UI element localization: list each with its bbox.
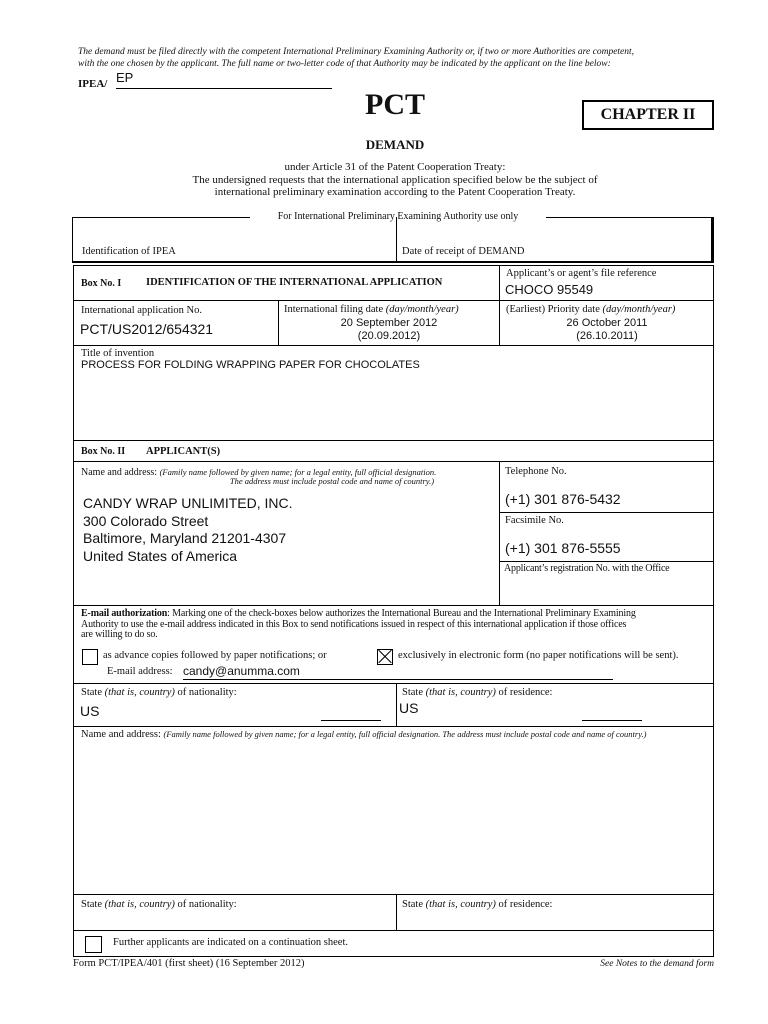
nationality-2-label-a: State xyxy=(81,899,105,910)
nationality-2-label-c: of nationality: xyxy=(174,899,237,910)
address-line: United States of America xyxy=(83,547,238,564)
continuation-sheet-checkbox[interactable] xyxy=(85,936,102,953)
priority-date-short: (26.10.2011) xyxy=(576,329,638,342)
box2-title: APPLICANT(S) xyxy=(146,446,221,457)
applicant-address[interactable] xyxy=(83,495,293,565)
nationality-2-label xyxy=(81,899,237,910)
name-address-2-label xyxy=(81,729,646,740)
residence-2-label-c: of residence: xyxy=(495,899,553,910)
ipea-value: EP xyxy=(116,70,134,85)
further-applicants-label: Further applicants are indicated on a continuation sheet. xyxy=(113,937,349,948)
authority-use-caption: For International Preliminary Examining Authority use only xyxy=(250,211,546,222)
notes-reference: See Notes to the demand form xyxy=(600,959,714,969)
priority-date-value[interactable] xyxy=(500,317,714,342)
name-address-hint-2: The address must include postal code and name of country.) xyxy=(229,476,435,486)
box1-label: Box No. I xyxy=(81,278,122,289)
name-address-2-hint: (Family name followed by given name; for a legal entity, full official designation. The address must include postal code and name of country.) xyxy=(163,729,647,739)
nationality-label-c: of nationality: xyxy=(174,687,237,698)
email-field[interactable] xyxy=(183,662,613,680)
residence-2-label xyxy=(402,899,552,910)
priority-date-label-text: (Earliest) Priority date xyxy=(506,304,603,315)
email-label: E-mail address: xyxy=(107,666,173,677)
filing-date-label xyxy=(284,304,459,315)
email-authorization-line-2: Authority to use the e-mail address indicated in this Box to send notifications issued in respect of this international application if those offices xyxy=(81,618,627,630)
file-ref-value[interactable]: CHOCO 95549 xyxy=(505,282,594,297)
email-authorization-line-3: are willing to do so. xyxy=(81,629,158,640)
header-description xyxy=(120,161,670,199)
priority-date-long: 26 October 2011 xyxy=(566,317,648,329)
ipea-label: IPEA/ xyxy=(78,78,108,90)
priority-date-label xyxy=(506,304,675,315)
title-invention-value[interactable]: PROCESS FOR FOLDING WRAPPING PAPER FOR CHOCOLATES xyxy=(81,359,420,371)
email-authorization-line-1: : Marking one of the check-boxes below authorizes the International Bureau and the International Preliminary Examining xyxy=(167,608,636,619)
desc-line-3: international preliminary examination according to the Patent Cooperation Treaty. xyxy=(214,186,576,198)
pct-title: PCT xyxy=(365,88,425,121)
residence-label-c: of residence: xyxy=(495,687,553,698)
filing-date-short: (20.09.2012) xyxy=(357,329,421,342)
name-address-2-label-text: Name and address: xyxy=(81,729,164,740)
email-authorization-heading: E-mail authorization xyxy=(81,608,168,619)
address-line: 300 Colorado Street xyxy=(83,512,209,529)
filing-date-label-text: International filing date xyxy=(284,304,386,315)
intro-line-1: The demand must be filed directly with the competent International Preliminary Examining Authority or, if two or more Authorities are competent, xyxy=(78,47,635,57)
form-identifier: Form PCT/IPEA/401 (first sheet) (16 September 2012) xyxy=(73,958,305,969)
residence-2-label-a: State xyxy=(402,899,426,910)
receipt-date-label: Date of receipt of DEMAND xyxy=(402,246,525,257)
ipea-identification-label: Identification of IPEA xyxy=(82,246,176,257)
fax-value[interactable]: (+1) 301 876-5555 xyxy=(505,540,621,556)
registration-label: Applicant’s registration No. with the Office xyxy=(504,563,670,574)
name-address-hint-1: (Family name followed by given name; for a legal entity, full official designation. xyxy=(159,467,437,477)
box2-label: Box No. II xyxy=(81,446,126,457)
ipea-field[interactable] xyxy=(116,70,332,89)
telephone-value[interactable]: (+1) 301 876-5432 xyxy=(505,491,621,507)
email-authorization-text xyxy=(81,609,711,641)
email-value: candy@anumma.com xyxy=(183,664,300,678)
electronic-only-label: exclusively in electronic form (no paper notifications will be sent). xyxy=(398,650,679,661)
desc-line-1: under Article 31 of the Patent Cooperation Treaty: xyxy=(284,161,506,173)
title-invention-label: Title of invention xyxy=(81,348,155,359)
address-line: CANDY WRAP UNLIMITED, INC. xyxy=(83,495,293,511)
nationality-value[interactable]: US xyxy=(80,703,100,719)
desc-line-2: The undersigned requests that the international application specified below be the subject of xyxy=(192,173,598,186)
filing-date-value[interactable] xyxy=(280,317,498,342)
residence-label xyxy=(402,687,552,698)
nationality-2-label-b: (that is, country) xyxy=(104,899,175,910)
advance-copies-checkbox[interactable] xyxy=(82,649,98,665)
nationality-label-b: (that is, country) xyxy=(104,687,175,698)
file-ref-label: Applicant’s or agent’s file reference xyxy=(506,268,657,279)
intro-text xyxy=(78,46,718,70)
priority-date-format: (day/month/year) xyxy=(602,304,676,315)
app-no-value[interactable]: PCT/US2012/654321 xyxy=(80,321,214,337)
demand-subtitle: DEMAND xyxy=(365,137,425,152)
telephone-label: Telephone No. xyxy=(505,466,567,477)
address-line: Baltimore, Maryland 21201-4307 xyxy=(83,530,287,546)
nationality-label-a: State xyxy=(81,687,105,698)
residence-label-b: (that is, country) xyxy=(425,687,496,698)
fax-label: Facsimile No. xyxy=(505,515,564,526)
filing-date-format: (day/month/year) xyxy=(385,304,459,315)
advance-copies-label: as advance copies followed by paper notifications; or xyxy=(103,650,327,661)
residence-2-label-b: (that is, country) xyxy=(425,899,496,910)
residence-label-a: State xyxy=(402,687,426,698)
nationality-label xyxy=(81,687,237,698)
name-address-2-field[interactable] xyxy=(76,742,710,892)
app-no-label: International application No. xyxy=(81,305,203,316)
residence-value[interactable]: US xyxy=(399,700,419,716)
filing-date-long: 20 September 2012 xyxy=(340,317,438,329)
name-address-label-text: Name and address: xyxy=(81,467,160,478)
box1-title: IDENTIFICATION OF THE INTERNATIONAL APPLICATION xyxy=(146,277,443,288)
chapter-badge: CHAPTER II xyxy=(582,100,714,130)
intro-line-2: with the one chosen by the applicant. The full name or two-letter code of that Authority may be indicated by the applicant on the line below: xyxy=(78,59,611,69)
name-address-label xyxy=(81,468,493,486)
